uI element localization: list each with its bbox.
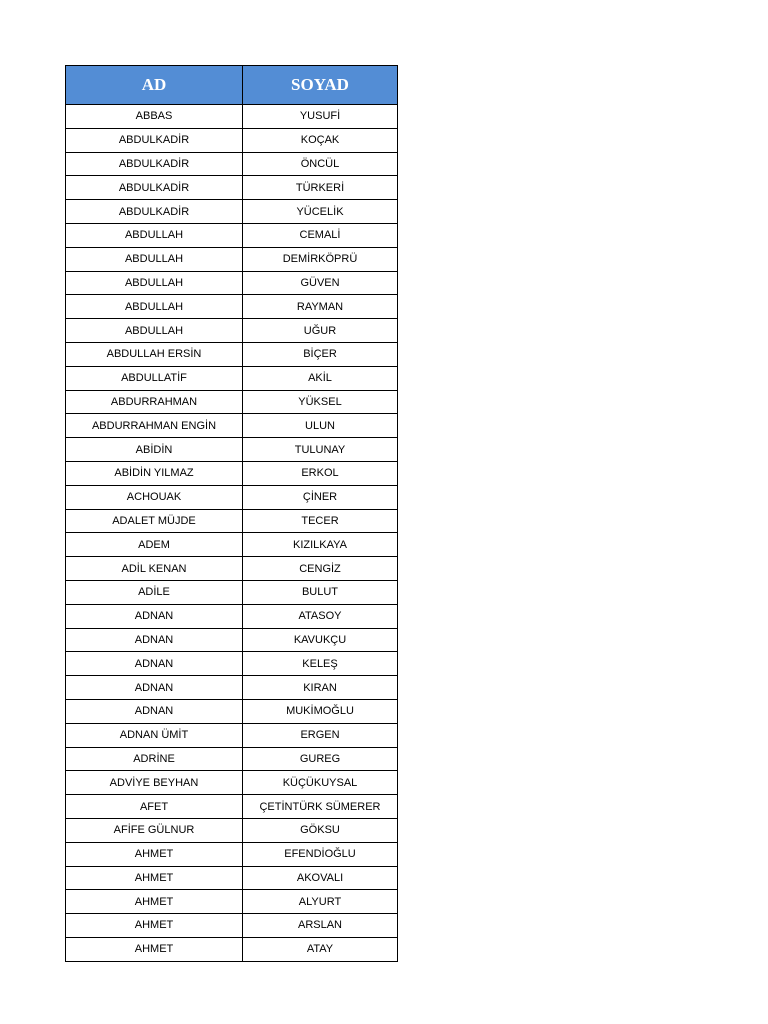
cell-ad[interactable]: ABDURRAHMAN ENGİN (66, 414, 243, 438)
cell-soyad[interactable]: RAYMAN (243, 295, 398, 319)
table-row (66, 937, 398, 961)
cell-ad[interactable]: AHMET (66, 890, 243, 914)
cell-ad[interactable]: ABİDİN (66, 438, 243, 462)
cell-ad[interactable]: AHMET (66, 842, 243, 866)
table-header (66, 66, 398, 105)
table-row (66, 223, 398, 247)
cell-ad[interactable]: ABDULKADİR (66, 200, 243, 224)
cell-ad[interactable]: ABDULLAH ERSİN (66, 342, 243, 366)
table-row (66, 771, 398, 795)
cell-ad[interactable]: AFET (66, 795, 243, 819)
table-row (66, 509, 398, 533)
table-row (66, 485, 398, 509)
table-row (66, 604, 398, 628)
cell-ad[interactable]: ADNAN (66, 628, 243, 652)
cell-soyad[interactable]: KIZILKAYA (243, 533, 398, 557)
cell-soyad[interactable]: KAVUKÇU (243, 628, 398, 652)
table-row (66, 676, 398, 700)
cell-soyad[interactable]: YUSUFİ (243, 105, 398, 129)
cell-ad[interactable]: ADRİNE (66, 747, 243, 771)
cell-ad[interactable]: ADNAN (66, 676, 243, 700)
cell-ad[interactable]: ACHOUAK (66, 485, 243, 509)
table-row (66, 652, 398, 676)
table-row (66, 176, 398, 200)
table-row (66, 200, 398, 224)
cell-soyad[interactable]: ULUN (243, 414, 398, 438)
cell-soyad[interactable]: ARSLAN (243, 914, 398, 938)
table-row (66, 414, 398, 438)
cell-soyad[interactable]: GÜVEN (243, 271, 398, 295)
table-body (66, 105, 398, 962)
cell-ad[interactable]: ADEM (66, 533, 243, 557)
cell-soyad[interactable]: KÜÇÜKUYSAL (243, 771, 398, 795)
table-row (66, 890, 398, 914)
cell-ad[interactable]: ABDULKADİR (66, 152, 243, 176)
cell-ad[interactable]: ABDULKADİR (66, 128, 243, 152)
names-table (65, 65, 398, 962)
cell-ad[interactable]: AHMET (66, 866, 243, 890)
cell-ad[interactable]: ADNAN (66, 604, 243, 628)
cell-soyad[interactable]: KIRAN (243, 676, 398, 700)
cell-soyad[interactable]: BİÇER (243, 342, 398, 366)
cell-soyad[interactable]: TULUNAY (243, 438, 398, 462)
table-row (66, 747, 398, 771)
cell-ad[interactable]: AHMET (66, 914, 243, 938)
cell-ad[interactable]: ABBAS (66, 105, 243, 129)
table-row (66, 842, 398, 866)
cell-soyad[interactable]: AKİL (243, 366, 398, 390)
table-row (66, 557, 398, 581)
spreadsheet-sheet (65, 65, 398, 962)
table-row (66, 723, 398, 747)
cell-ad[interactable]: ABDULLAH (66, 295, 243, 319)
cell-ad[interactable]: ADNAN (66, 699, 243, 723)
column-header-soyad[interactable]: SOYAD (243, 66, 398, 105)
cell-ad[interactable]: ADNAN ÜMİT (66, 723, 243, 747)
table-row (66, 319, 398, 343)
cell-soyad[interactable]: ÖNCÜL (243, 152, 398, 176)
cell-ad[interactable]: ABDULKADİR (66, 176, 243, 200)
cell-soyad[interactable]: GUREG (243, 747, 398, 771)
table-row (66, 105, 398, 129)
cell-soyad[interactable]: YÜCELİK (243, 200, 398, 224)
cell-soyad[interactable]: MUKİMOĞLU (243, 699, 398, 723)
table-row (66, 247, 398, 271)
header-row (66, 66, 398, 105)
table-row (66, 914, 398, 938)
cell-soyad[interactable]: KELEŞ (243, 652, 398, 676)
cell-soyad[interactable]: EFENDİOĞLU (243, 842, 398, 866)
table-row (66, 342, 398, 366)
cell-ad[interactable]: ABDURRAHMAN (66, 390, 243, 414)
cell-soyad[interactable]: DEMİRKÖPRÜ (243, 247, 398, 271)
table-row (66, 152, 398, 176)
cell-soyad[interactable]: KOÇAK (243, 128, 398, 152)
cell-soyad[interactable]: ERKOL (243, 461, 398, 485)
table-row (66, 628, 398, 652)
cell-soyad[interactable]: CENGİZ (243, 557, 398, 581)
table-row (66, 438, 398, 462)
cell-soyad[interactable]: ATAY (243, 937, 398, 961)
table-row (66, 390, 398, 414)
table-row (66, 580, 398, 604)
cell-soyad[interactable]: UĞUR (243, 319, 398, 343)
table-row (66, 533, 398, 557)
cell-soyad[interactable]: TÜRKERİ (243, 176, 398, 200)
table-row (66, 461, 398, 485)
table-row (66, 795, 398, 819)
cell-ad[interactable]: ADVİYE BEYHAN (66, 771, 243, 795)
cell-ad[interactable]: ADİL KENAN (66, 557, 243, 581)
cell-ad[interactable]: ABDULLAH (66, 319, 243, 343)
table-row (66, 818, 398, 842)
cell-soyad[interactable]: CEMALİ (243, 223, 398, 247)
cell-ad[interactable]: ABDULLAH (66, 247, 243, 271)
cell-ad[interactable]: ADNAN (66, 652, 243, 676)
cell-ad[interactable]: ABDULLATİF (66, 366, 243, 390)
cell-soyad[interactable]: ÇETİNTÜRK SÜMERER (243, 795, 398, 819)
cell-ad[interactable]: ADALET MÜJDE (66, 509, 243, 533)
cell-soyad[interactable]: YÜKSEL (243, 390, 398, 414)
table-row (66, 699, 398, 723)
table-row (66, 271, 398, 295)
cell-soyad[interactable]: AKOVALI (243, 866, 398, 890)
cell-soyad[interactable]: BULUT (243, 580, 398, 604)
cell-soyad[interactable]: ATASOY (243, 604, 398, 628)
table-row (66, 866, 398, 890)
cell-ad[interactable]: ABDULLAH (66, 271, 243, 295)
cell-soyad[interactable]: TECER (243, 509, 398, 533)
table-row (66, 295, 398, 319)
cell-ad[interactable]: ABİDİN YILMAZ (66, 461, 243, 485)
table-row (66, 128, 398, 152)
cell-soyad[interactable]: ÇİNER (243, 485, 398, 509)
cell-ad[interactable]: ABDULLAH (66, 223, 243, 247)
cell-ad[interactable]: ADİLE (66, 580, 243, 604)
cell-soyad[interactable]: ERGEN (243, 723, 398, 747)
cell-ad[interactable]: AFİFE GÜLNUR (66, 818, 243, 842)
table-row (66, 366, 398, 390)
cell-soyad[interactable]: GÖKSU (243, 818, 398, 842)
cell-soyad[interactable]: ALYURT (243, 890, 398, 914)
cell-ad[interactable]: AHMET (66, 937, 243, 961)
column-header-ad[interactable]: AD (66, 66, 243, 105)
